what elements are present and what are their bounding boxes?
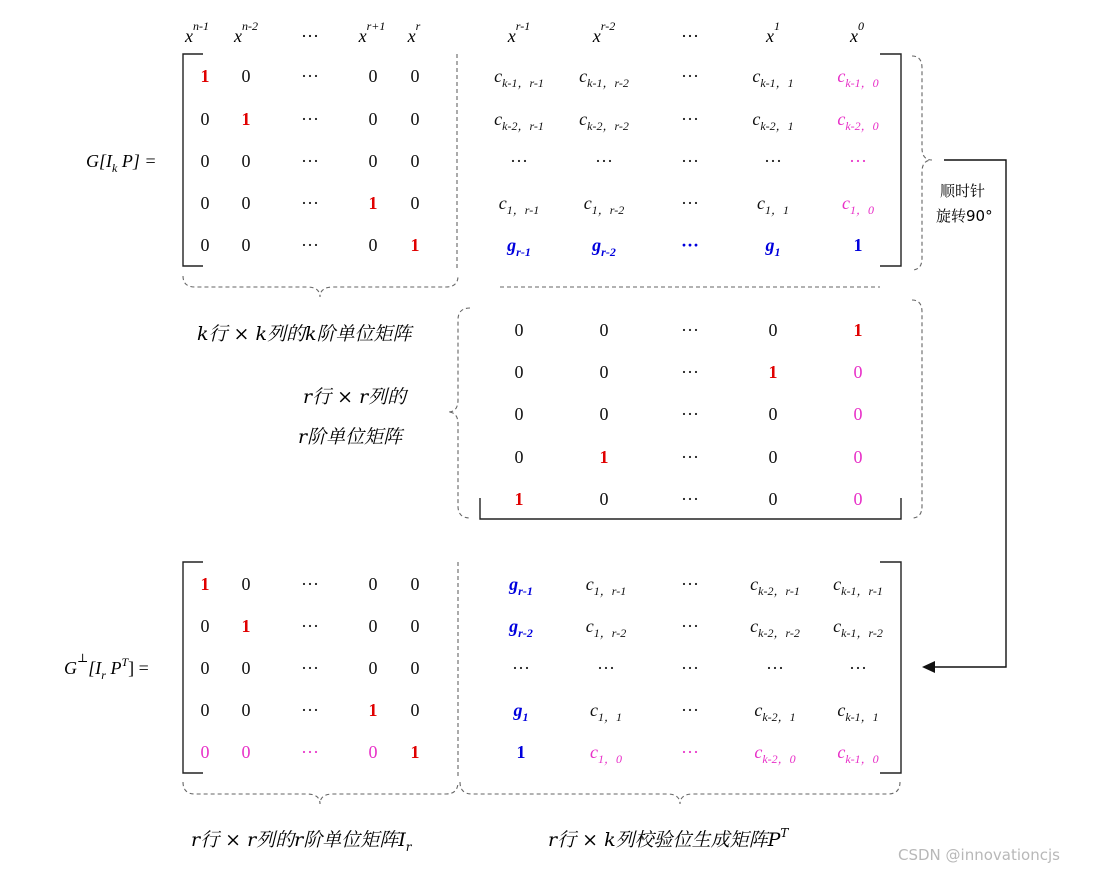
g-right-cell: $c_{k-1,0}$ [837,66,879,90]
g-left-cell: 1 [241,109,251,129]
gperp-right-cell: $c_{k-1,r-2}$ [833,616,883,640]
column-label-8: $x^1$ [766,19,780,46]
gperp-left-cell: 0 [241,742,251,762]
gperp-left-cell: 0 [241,658,251,678]
g-left-cell: 0 [241,193,251,213]
gperp-right-cell: ··· [849,658,867,678]
rotated-cell: 0 [768,320,778,340]
gperp-right-cell: ··· [681,742,699,762]
gperp-parity-part [508,574,883,766]
rotated-identity-matrix [515,320,863,509]
gperp-right-cell: ··· [766,658,784,678]
g-right-cell: $c_{k-1,1}$ [752,66,794,90]
gperp-right-cell: $c_{k-2,r-1}$ [750,574,800,598]
gperp-right-cell: $c_{k-2,1}$ [754,700,796,724]
g-right-cell: ··· [510,151,528,171]
rotated-cell: 0 [768,447,778,467]
rotated-cell: 0 [853,447,863,467]
rotated-cell: 0 [853,404,863,424]
g-left-cell: 0 [200,235,210,255]
column-label-0: $x^{n-1}$ [185,19,209,46]
g-right-cell: $g_{r-2}$ [592,235,616,259]
gperp-left-cell: ··· [301,700,319,720]
k-identity-caption: k行 × k列的k阶单位矩阵 [197,323,412,345]
rotated-cell: 0 [853,362,863,382]
gperp-left-cell: 0 [368,658,378,678]
gperp-left-cell: 0 [200,616,210,636]
gperp-left-cell: 0 [410,700,420,720]
g-right-cell: ··· [764,151,782,171]
watermark: CSDN @innovationcjs [898,846,1060,864]
gperp-left-cell: 0 [241,574,251,594]
rotate-note-line2: 旋转90° [936,207,993,225]
g-left-cell: 0 [410,193,420,213]
rotated-cell: ··· [681,489,699,509]
column-header-row [184,19,864,46]
g-matrix-identity-part [201,66,420,255]
gperp-right-cell: ··· [681,700,699,720]
g-left-cell: ··· [301,235,319,255]
rotated-cell: 0 [514,404,524,424]
rotation-arrow-head [922,661,935,673]
bottom-left-brace [183,782,458,804]
rotated-cell: 1 [599,447,609,467]
gperp-left-cell: 0 [368,742,378,762]
g-right-cell: ··· [681,109,699,129]
g-left-cell: ··· [301,193,319,213]
g-right-cell: $g_{r-1}$ [507,235,531,259]
column-label-6: $x^{r-2}$ [592,19,616,46]
rotated-cell: 0 [514,320,524,340]
g-left-cell: 0 [410,109,420,129]
rotated-cell: 1 [768,362,778,382]
gperp-right-cell: $c_{k-1,0}$ [837,742,879,766]
gperp-left-cell: 0 [200,658,210,678]
gperp-left-cell: 0 [410,658,420,678]
column-label-1: $x^{n-2}$ [234,19,258,46]
g-left-cell: 0 [200,193,210,213]
g-left-cell: 0 [241,151,251,171]
gperp-right-cell: $c_{k-2,0}$ [754,742,796,766]
gperp-left-cell: 0 [410,616,420,636]
rotated-cell: 1 [514,489,524,509]
g-left-cell: 1 [368,193,378,213]
g-right-cell: $c_{1,r-1}$ [498,193,540,217]
gperp-right-cell: $c_{1,r-1}$ [585,574,627,598]
gperp-left-cell: 0 [241,700,251,720]
column-label-3: $x^{r+1}$ [358,19,386,46]
g-right-cell: ··· [680,235,700,255]
gperp-left-cell: ··· [301,574,319,594]
g-right-cell: ··· [681,151,699,171]
g-right-cell: 1 [853,235,863,255]
g-matrix-right-bracket [880,54,901,266]
rotated-cell: 0 [768,404,778,424]
gperp-left-cell: ··· [301,616,319,636]
gperp-left-cell: 0 [200,700,210,720]
gperp-right-cell: ··· [681,574,699,594]
gperp-right-cell: $c_{k-1,1}$ [837,700,879,724]
gperp-right-cell: ··· [681,616,699,636]
parity-right-brace [912,56,932,270]
g-right-cell: $c_{k-2,r-1}$ [494,109,544,133]
g-right-cell: ··· [681,66,699,86]
r-identity-caption-line1: r行 × r列的 [303,386,407,408]
gperp-right-cell: $c_{1,1}$ [589,700,623,724]
bottom-left-caption: r行 × r列的r阶单位矩阵$I_r$ [191,829,412,854]
g-right-cell: ··· [681,193,699,213]
g-left-cell: 0 [368,235,378,255]
g-left-cell: 1 [410,235,420,255]
rotated-cell: ··· [681,320,699,340]
rotated-identity-left-brace [448,308,470,518]
g-right-cell: $c_{1,1}$ [756,193,790,217]
gperp-right-cell: $g_1$ [513,700,529,724]
gperp-left-cell: 0 [410,574,420,594]
rotate-note-line1: 顺时针 [940,182,986,200]
gperp-left-cell: 1 [200,574,210,594]
rotated-cell: 1 [853,320,863,340]
g-right-cell: $c_{k-1,r-2}$ [579,66,629,90]
g-right-cell: $c_{k-2,0}$ [837,109,879,133]
gperp-matrix-right-bracket [880,562,901,773]
bottom-right-caption: r行 × k列校验位生成矩阵$P^T$ [548,826,789,851]
rotated-cell: ··· [681,447,699,467]
r-identity-caption-line2: r阶单位矩阵 [298,426,403,448]
g-left-cell: ··· [301,151,319,171]
rotated-cell: 0 [514,447,524,467]
rotated-cell: ··· [681,404,699,424]
gperp-right-cell: ··· [681,658,699,678]
g-left-cell: ··· [301,66,319,86]
bottom-right-brace [460,782,900,804]
g-left-cell: 0 [410,151,420,171]
rotation-arrow [935,160,1006,667]
gperp-right-cell: $g_{r-2}$ [509,616,533,640]
g-left-cell: ··· [301,109,319,129]
rotated-cell: ··· [681,362,699,382]
rotated-cell: 0 [599,489,609,509]
g-left-cell: 0 [368,109,378,129]
g-right-cell: $c_{1,0}$ [841,193,875,217]
gperp-identity-part [201,574,420,762]
gperp-right-cell: 1 [516,742,526,762]
g-matrix-parity-part [494,66,879,259]
rotated-cell: 0 [768,489,778,509]
g-left-cell: 0 [200,151,210,171]
gperp-right-cell: ··· [512,658,530,678]
gperp-left-cell: 1 [241,616,251,636]
rotated-cell: 0 [599,320,609,340]
gperp-right-cell: ··· [597,658,615,678]
gperp-right-cell: $c_{k-1,r-1}$ [833,574,883,598]
rotated-cell: 0 [599,362,609,382]
column-label-2: ··· [301,26,319,46]
rotated-cell: 0 [853,489,863,509]
column-label-7: ··· [681,26,699,46]
g-left-cell: 0 [410,66,420,86]
gperp-right-cell: $c_{k-2,r-2}$ [750,616,800,640]
gperp-left-cell: 0 [368,616,378,636]
rotated-identity-right-brace [912,300,922,518]
gperp-left-cell: ··· [301,658,319,678]
gperp-left-cell: ··· [301,742,319,762]
g-left-cell: 0 [241,235,251,255]
g-right-cell: $c_{k-1,r-1}$ [494,66,544,90]
g-left-cell: 1 [200,66,210,86]
g-right-cell: ··· [849,151,867,171]
gperp-right-cell: $c_{1,r-2}$ [585,616,627,640]
g-left-cell: 0 [368,66,378,86]
column-label-5: $x^{r-1}$ [507,19,531,46]
k-identity-brace [183,276,458,297]
rotated-cell: 0 [514,362,524,382]
gperp-left-cell: 0 [368,574,378,594]
column-label-9: $x^0$ [850,19,864,46]
g-right-cell: $c_{k-2,1}$ [752,109,794,133]
rotated-cell: 0 [599,404,609,424]
g-left-cell: 0 [368,151,378,171]
g-right-cell: ··· [595,151,613,171]
gperp-right-cell: $g_{r-1}$ [509,574,533,598]
g-right-cell: $g_1$ [765,235,781,259]
g-left-cell: 0 [241,66,251,86]
g-left-cell: 0 [200,109,210,129]
gperp-right-cell: $c_{1,0}$ [589,742,623,766]
gperp-matrix-lhs-label: $G^\perp[I_r$ $P^T$] = [64,651,149,682]
gperp-left-cell: 1 [368,700,378,720]
g-right-cell: $c_{1,r-2}$ [583,193,625,217]
gperp-left-cell: 0 [200,742,210,762]
gperp-left-cell: 1 [410,742,420,762]
column-label-4: $x^r$ [407,19,421,46]
g-matrix-lhs-label: $G[I_k$ P] = [86,151,157,175]
g-right-cell: $c_{k-2,r-2}$ [579,109,629,133]
